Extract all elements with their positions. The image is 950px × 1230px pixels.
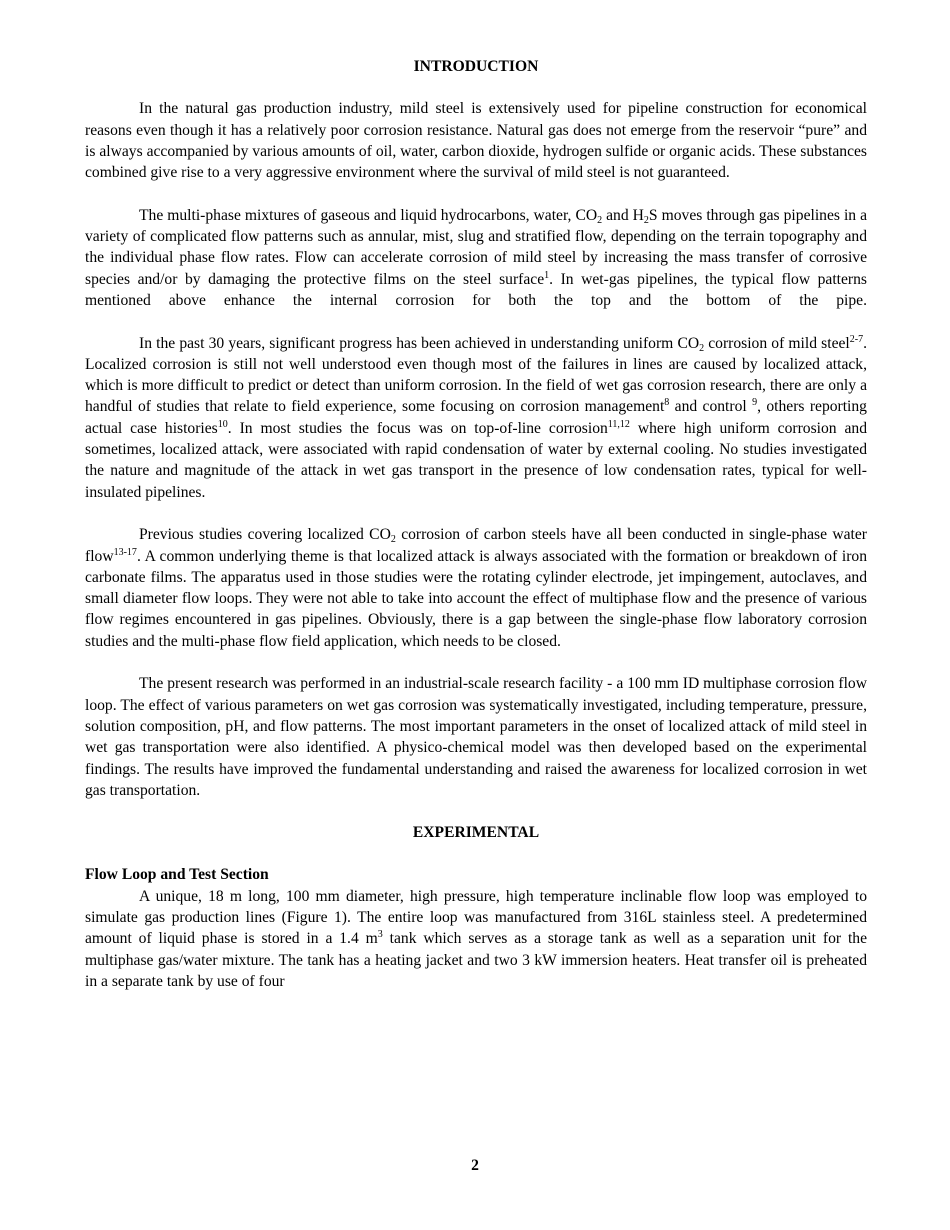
paragraph-4: Previous studies covering localized $CO_2$ corrosion of carbon steels have all been conducted in single-phase water flow$^{13-17}$. A common underlying theme is that localized attack is always associated with the formation or breakdown of iron carbonate films. The apparatus used in those studies were the rotating cylinder electrode, jet impingement, autoclaves, and small diameter flow loops. They were not able to take into account the effect of multiphase flow and the presence of various flow regimes encountered in gas pipelines. Obviously, there is a gap between the single-phase flow laboratory corrosion studies and the multi-phase flow field application, which needs to be closed.	[85, 526, 867, 650]
paragraph-5: The present research was performed in an industrial-scale research facility - a 100 mm ID multiphase corrosion flow loop. The effect of various parameters on wet gas corrosion was systematically investigated, including temperature, pressure, solution composition, pH, and flow patterns. The most important parameters in the onset of localized attack of mild steel in wet gas transportation were also identified. A physico-chemical model was then developed based on the experimental findings. The results have improved the fundamental understanding and raised the awareness for localized corrosion in wet gas transportation.	[85, 675, 867, 799]
paragraph-6: A unique, 18 m long, 100 mm diameter, high pressure, high temperature inclinable flow loop was employed to simulate gas production lines (Figure 1). The entire loop was manufactured from 316L stainless steel. A predetermined amount of liquid phase is stored in a 1.4 $m^3$ tank which serves as a storage tank as well as a separation unit for the multiphase gas/water mixture. The tank has a heating jacket and two 3 kW immersion heaters. Heat transfer oil is preheated in a separate tank by use of four	[85, 887, 867, 990]
paragraph-1: In the natural gas production industry, mild steel is extensively used for pipeline construction for economical reasons even though it has a relatively poor corrosion resistance. Natural gas does not emerge from the reservoir “pure” and is always accompanied by various amounts of oil, water, carbon dioxide, hydrogen sulfide or organic acids. These substances combined give rise to a very aggressive environment where the survival of mild steel is not guaranteed.	[85, 100, 867, 182]
flow-loop-subheading: Flow Loop and Test Section	[85, 866, 269, 884]
page-number: 2	[471, 1157, 479, 1174]
introduction-heading: INTRODUCTION	[413, 58, 539, 75]
experimental-heading: EXPERIMENTAL	[412, 824, 540, 842]
paragraph-3: In the past 30 years, significant progress has been achieved in understanding uniform $CO_2$ corrosion of mild steel$^{2-7}$. Localized corrosion is still not well understood even though most of the failures in lines are caused by localized attack, which is more difficult to predict or detect than uniform corrosion. In the field of wet gas corrosion research, there are only a handful of studies that relate to field experience, some focusing on corrosion management$^8$ and control $^9$, others reporting actual case histories$^{10}$. In most studies the focus was on top-of-line corrosion$^{11,12}$ where high uniform corrosion and sometimes, localized attack, were associated with rapid condensation of water by external cooling. No studies investigated the nature and magnitude of the attack in wet gas transport in the presence of low condensation rates, typical for well-insulated pipelines.	[85, 333, 867, 501]
paragraph-2: The multi-phase mixtures of gaseous and liquid hydrocarbons, water, $CO_2$ and $H_2S$ moves through gas pipelines in a variety of complicated flow patterns such as annular, mist, slug and stratified flow, depending on the terrain topography and the individual phase flow rates. Flow can accelerate corrosion of mild steel by increasing the mass transfer of corrosive species and/or by damaging the protective films on the steel surface$^1$. In wet-gas pipelines, the typical flow patterns mentioned above enhance the internal corrosion for both the top and the bottom of the pipe.	[85, 206, 868, 309]
document-page	[85, 56, 867, 992]
